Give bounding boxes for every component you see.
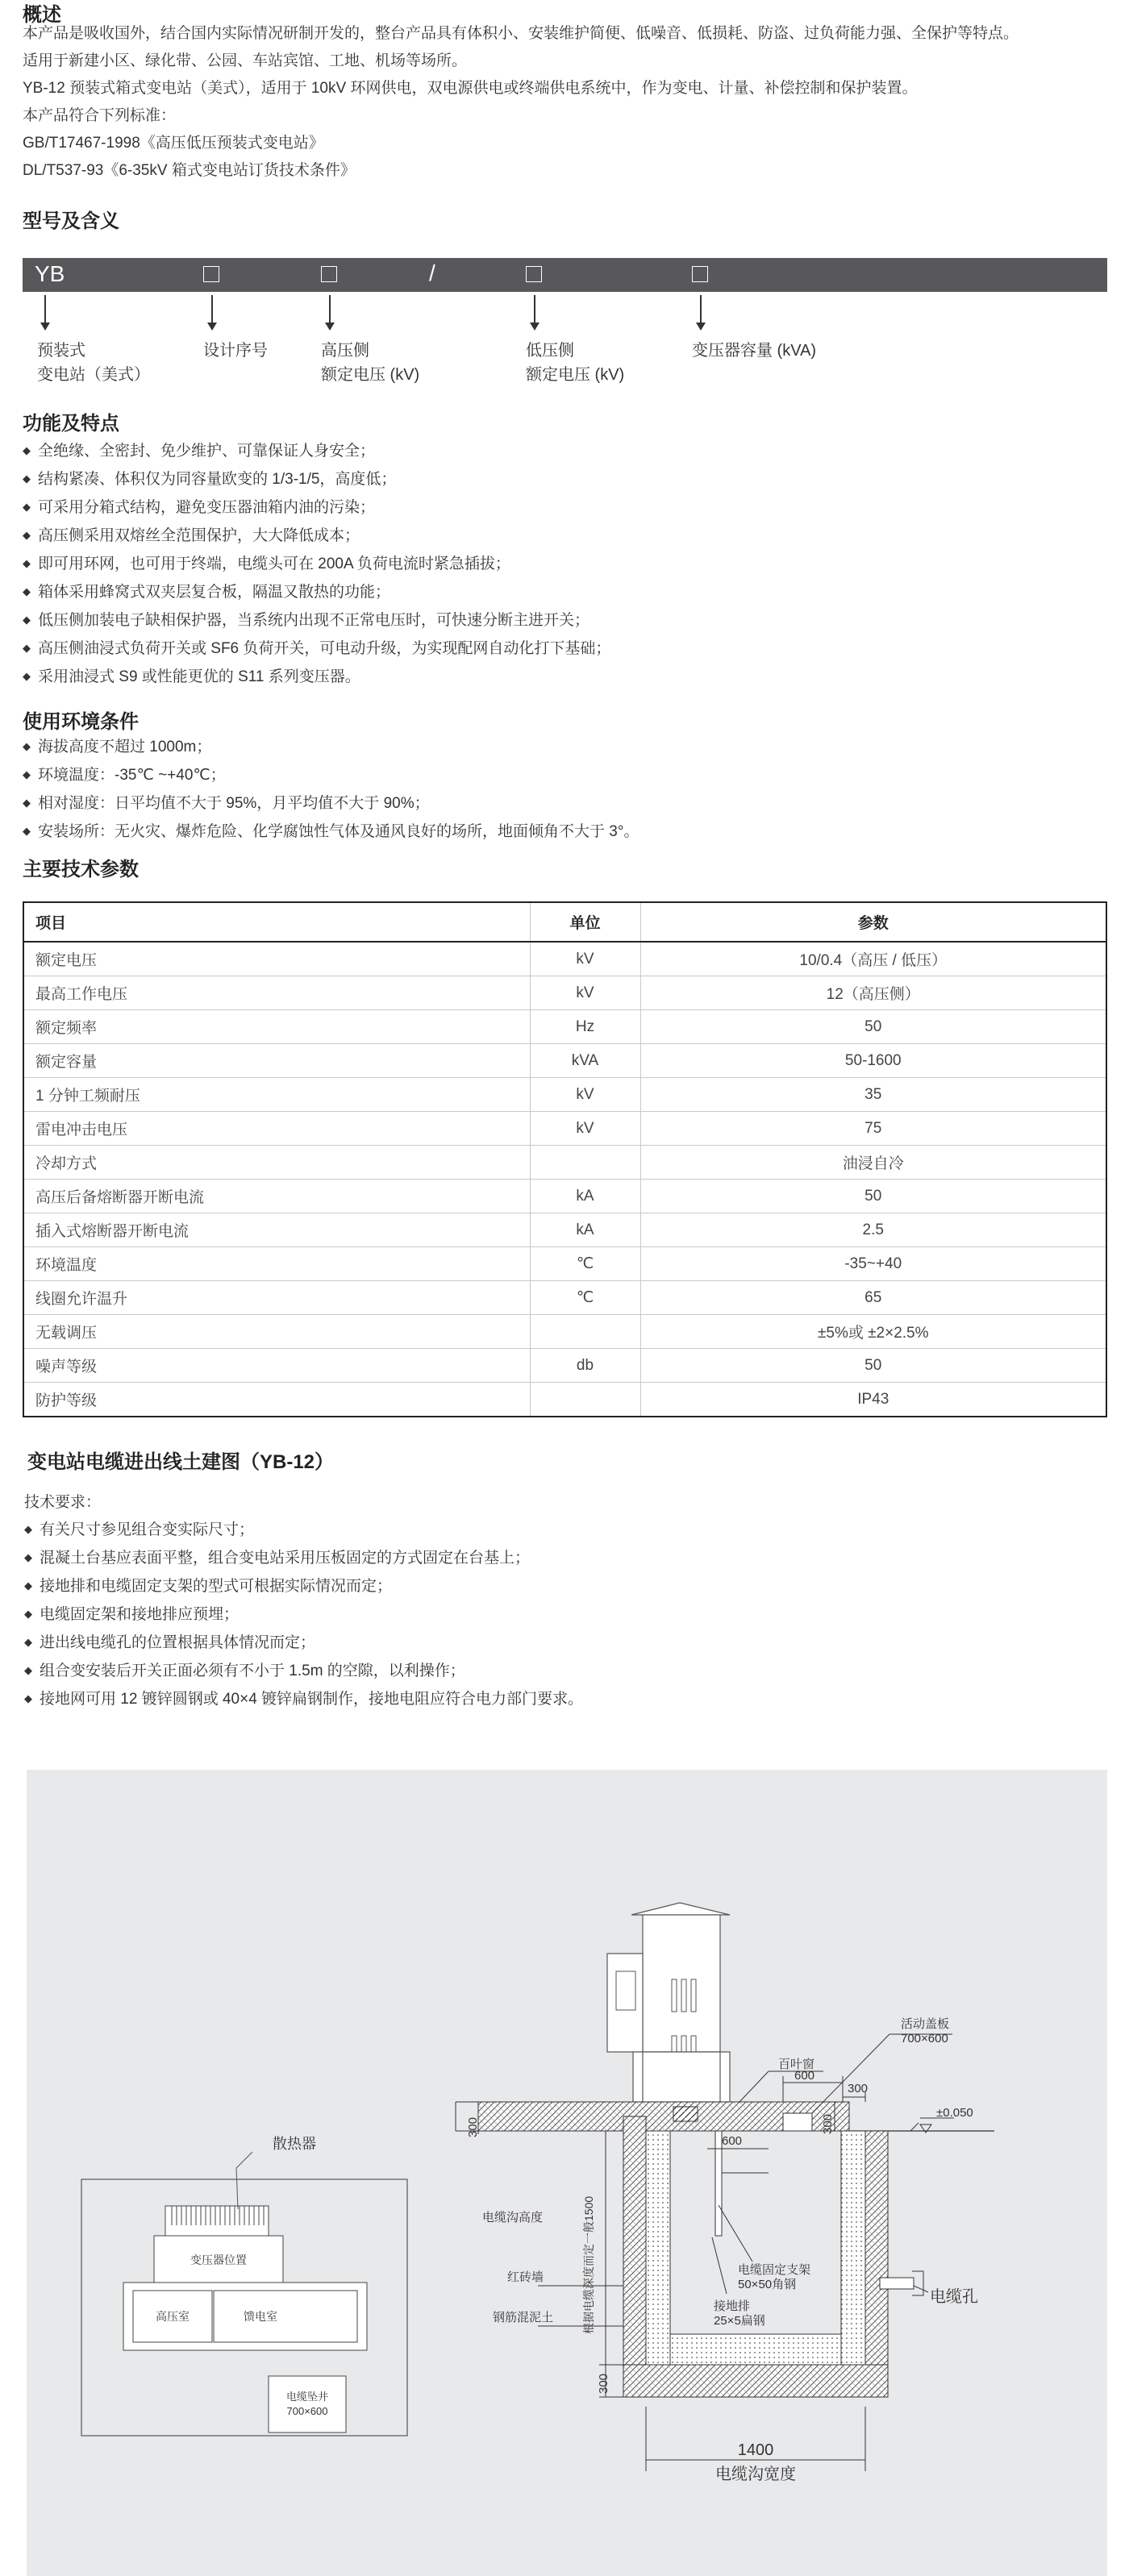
cable-heading: 变电站电缆进出线土建图（YB-12） [27,1451,335,1473]
table-row: 额定电压 kV 10/0.4（高压 / 低压） [23,942,1106,976]
table-row: 无载调压 ±5%或 ±2×2.5% [23,1315,1106,1349]
list-item: ◆ 箱体采用蜂窝式双夹层复合板，隔温又散热的功能； [23,579,610,607]
overview-line: GB/T17467-1998《高压低压预装式变电站》 [23,135,324,152]
cable-intro: 技术要求： [24,1494,102,1511]
model-slot [321,266,337,282]
label-ground-bar: 接地排 [714,2299,751,2313]
arrow-marker [44,295,46,324]
label-cover: 活动盖板 [901,2017,950,2031]
table-row: 高压后备熔断器开断电流 kA 50 [23,1180,1106,1213]
table-header: 项目 [23,902,530,942]
label-concrete: 钢筋混泥土 [493,2311,554,2324]
model-slot [203,266,219,282]
features-list [23,438,610,692]
list-item: ◆ 接地排和电缆固定支架的型式可根据实际情况而定； [24,1573,583,1601]
arrow-marker [700,295,702,324]
list-item: ◆ 相对湿度：日平均值不大于 95%，月平均值不大于 90%； [23,790,639,818]
model-label-hv: 高压侧 额定电压 (kV) [321,342,420,384]
overview-line: 本产品符合下列标准： [23,107,177,124]
list-item: ◆ 低压侧加装电子缺相保护器，当系统内出现不正常电压时，可快速分断主进开关； [23,607,610,635]
table-row: 额定频率 Hz 50 [23,1010,1106,1044]
cable-diagram [27,1770,1107,2576]
cable-requirements-list [24,1517,583,1714]
list-item: ◆ 混凝土台基应表面平整，组合变电站采用压板固定的方式固定在台基上； [24,1545,583,1573]
overview-text [23,24,1107,181]
model-label-design: 设计序号 [203,342,268,360]
environment-heading: 使用环境条件 [23,711,139,733]
list-item: ◆ 组合变安装后开关正面必须有不小于 1.5m 的空隙，以利操作； [24,1658,583,1686]
list-item: ◆ 采用油浸式 S9 或性能更优的 S11 系列变压器。 [23,664,610,692]
list-item: ◆ 电缆固定架和接地排应预埋； [24,1601,583,1629]
label-trench-height: 电缆沟高度 [482,2211,544,2224]
table-row: 环境温度 ℃ -35~+40 [23,1247,1106,1281]
list-item: ◆ 环境温度：-35℃ ~+40℃； [23,762,639,790]
label-brick-wall: 红砖墙 [507,2270,544,2284]
table-row: 雷电冲击电压 kV 75 [23,1112,1106,1146]
table-header-row [23,902,1106,942]
dim-300-top: 300 [848,2082,869,2095]
table-header: 参数 [640,902,1106,942]
table-row: 冷却方式 油浸自冷 [23,1146,1106,1180]
overview-line: YB-12 预装式箱式变电站（美式），适用于 10kV 环网供电，双电源供电或终端供电系统中，作为变电、计量、补偿控制和保护装置。 [23,80,918,97]
list-item: ◆ 安装场所：无火灾、爆炸危险、化学腐蚀性气体及通风良好的场所，地面倾角不大于 3°。 [23,818,639,847]
label-level: ±0.050 [936,2106,973,2120]
overview-line: DL/T537-93《6-35kV 箱式变电站订货技术条件》 [23,162,356,179]
list-item: ◆ 可采用分箱式结构，避免变压器油箱内油的污染； [23,494,610,522]
table-row: 防护等级 IP43 [23,1383,1106,1417]
cable-diagram-svg [27,1770,1107,2576]
section-view [456,1903,994,2483]
model-code-bar [23,258,1107,292]
label-trench-width: 电缆沟宽度 [715,2466,796,2483]
arrow-marker [534,295,535,324]
plan-feeder-room-label: 馈电室 [244,2310,277,2323]
params-table [23,901,1107,1417]
model-label-type: 预装式 变电站（美式） [37,342,150,384]
label-ground-bar-size: 25×5扁钢 [714,2314,765,2328]
arrow-marker [329,295,331,324]
label-cover-size: 700×600 [901,2032,948,2045]
list-item: ◆ 有关尺寸参见组合变实际尺寸； [24,1517,583,1545]
model-slot [526,266,542,282]
list-item: ◆ 高压侧采用双熔丝全范围保护，大大降低成本； [23,522,610,551]
list-item: ◆ 海拔高度不超过 1000m； [23,734,639,762]
dim-600-mid: 600 [722,2134,743,2148]
list-item: ◆ 即可用环网，也可用于终端，电缆头可在 200A 负荷电流时紧急插拔； [23,551,610,579]
features-heading: 功能及特点 [23,413,119,435]
list-item: ◆ 全绝缘、全密封、免少维护、可靠保证人身安全； [23,438,610,466]
plan-hv-room-label: 高压室 [156,2310,190,2323]
table-header: 单位 [530,902,640,942]
plan-transformer-label: 变压器位置 [190,2253,247,2266]
label-bracket: 电缆固定支架 [738,2263,811,2277]
plan-radiator-label: 散热器 [273,2136,316,2152]
dim-300-slab: 300 [466,2116,480,2137]
plan-cable-pit-label: 电缆坠井 [285,2391,329,2403]
environment-list [23,734,639,847]
table-row: 插入式熔断器开断电流 kA 2.5 [23,1213,1106,1247]
list-item: ◆ 接地网可用 12 镀锌圆钢或 40×4 镀锌扁钢制作，接地电阻应符合电力部门要求。 [24,1686,583,1714]
params-heading: 主要技术参数 [23,859,139,880]
plan-cable-pit-size: 700×600 [286,2405,328,2417]
plan-view [81,2136,407,2436]
dim-300-floor: 300 [597,2373,610,2394]
model-heading: 型号及含义 [23,210,119,232]
overview-heading: 概述 [23,4,61,26]
model-label-capacity: 变压器容量 (kVA) [692,342,817,360]
dim-600-top: 600 [794,2069,815,2083]
label-cable-hole: 电缆孔 [930,2288,978,2306]
table-row: 线圈允许温升 ℃ 65 [23,1281,1106,1315]
arrow-marker [211,295,213,324]
table-row: 噪声等级 db 50 [23,1349,1106,1383]
list-item: ◆ 结构紧凑、体积仅为同容量欧变的 1/3-1/5，高度低； [23,466,610,494]
model-slot [692,266,708,282]
model-label-lv: 低压侧 额定电压 (kV) [526,342,625,384]
list-item: ◆ 高压侧油浸式负荷开关或 SF6 负荷开关，可电动升级，为实现配网自动化打下基础； [23,635,610,664]
table-row: 额定容量 kVA 50-1600 [23,1044,1106,1078]
label-louver: 百叶窗 [778,2058,815,2071]
table-row: 最高工作电压 kV 12（高压侧） [23,976,1106,1010]
model-prefix: YB [35,261,65,286]
label-depth-note: 根据电缆深度而定一般1500 [582,2195,595,2334]
dim-300-cover: 300 [821,2113,835,2134]
dim-trench-width: 1400 [737,2441,774,2459]
list-item: ◆ 进出线电缆孔的位置根据具体情况而定； [24,1629,583,1658]
overview-line: 适用于新建小区、绿化带、公园、车站宾馆、工地、机场等场所。 [23,52,468,69]
overview-line: 本产品是吸收国外，结合国内实际情况研制开发的，整台产品具有体积小、安装维护简便、低噪音、低损耗、防盗、过负荷能力强、全保护等特点。 [23,25,1019,42]
model-slash: / [429,260,435,285]
label-bracket-size: 50×50角钢 [738,2278,797,2291]
table-row: 1 分钟工频耐压 kV 35 [23,1078,1106,1112]
